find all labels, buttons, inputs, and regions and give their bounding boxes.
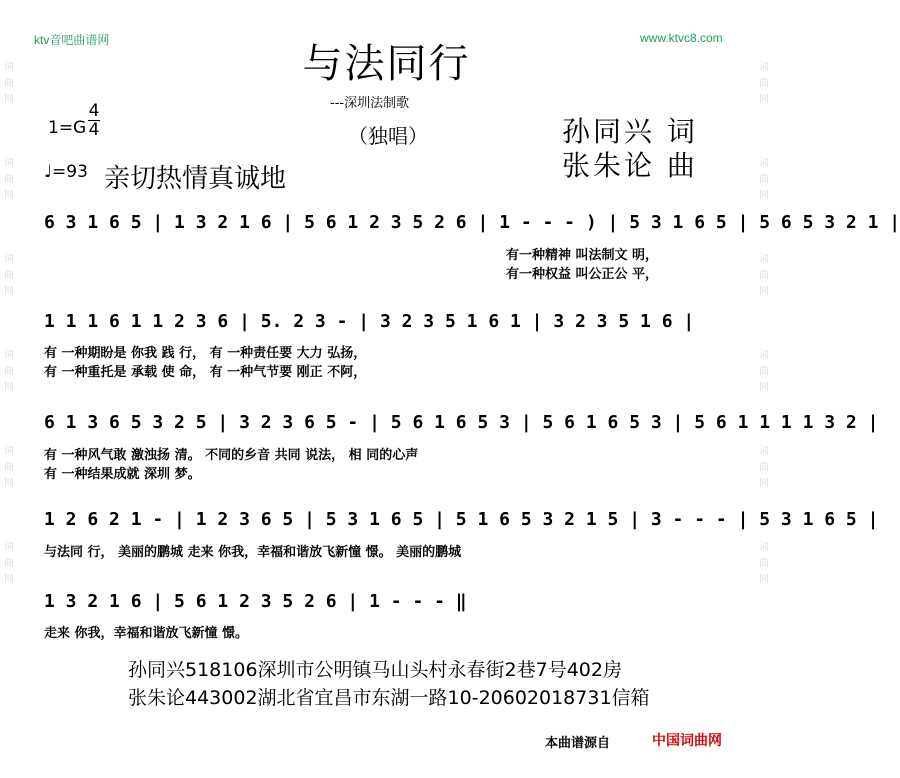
right-side-watermark: 词曲网 词曲网 词曲网 词曲网 词曲网 词曲网 <box>759 62 769 585</box>
score-row-4-lyric-1: 与法同 行， 美丽的鹏城 走来 你我，幸福和谐放飞新憧 憬。 美丽的鹏城 <box>44 545 462 560</box>
composer-credit: 张朱论 曲 <box>562 149 698 182</box>
score-row-1-lyric-2: 有一种权益 叫公正公 平， <box>506 267 659 282</box>
composer-address: 张朱论443002湖北省宜昌市东湖一路10-20602018731信箱 <box>128 687 650 709</box>
right-site-link[interactable]: www.ktvc8.com <box>640 31 723 45</box>
score-row-1-notes: 6 3 1 6 5 | 1 3 2 1 6 | 5 6 1 2 3 5 2 6 | 1 - - - ) | 5 3 1 6 5 | 5 6 5 3 2 1 | <box>44 212 900 233</box>
score-row-5-lyric-1: 走来 你我，幸福和谐放飞新憧 憬。 <box>44 626 249 641</box>
source-label: 本曲谱源自 <box>545 736 611 751</box>
performance-type: （独唱） <box>348 124 428 148</box>
meter-bottom: 4 <box>88 120 100 140</box>
score-row-2-lyric-1: 有 一种期盼是 你我 践 行， 有 一种责任要 大力 弘扬， <box>44 346 367 361</box>
song-title: 与法同行 <box>302 41 471 87</box>
score-row-5-notes: 1 3 2 1 6 | 5 6 1 2 3 5 2 6 | 1 - - - ‖ <box>44 591 467 612</box>
score-row-3-lyric-1: 有 一种风气敢 激浊扬 清。 不同的乡音 共同 说法， 相 同的心声 <box>44 448 419 463</box>
source-site-link[interactable]: 中国词曲网 <box>652 733 722 749</box>
score-row-2-lyric-2: 有 一种重托是 承载 使 命， 有 一种气节要 刚正 不阿， <box>44 365 367 380</box>
time-signature <box>88 103 100 138</box>
left-site-link[interactable]: ktv音吧曲谱网 <box>34 33 110 47</box>
expression-marking: 亲切热情真诚地 <box>104 164 287 194</box>
score-row-4-notes: 1 2 6 2 1 - | 1 2 3 6 5 | 5 3 1 6 5 | 5 1 6 5 3 2 1 5 | 3 - - - | 5 3 1 6 5 | <box>44 509 879 530</box>
score-row-3-lyric-2: 有 一种结果成就 深圳 梦。 <box>44 467 201 482</box>
lyricist-credit: 孙同兴 词 <box>562 115 698 148</box>
lyricist-address: 孙同兴518106深圳市公明镇马山头村永春街2巷7号402房 <box>128 659 622 681</box>
score-row-3-notes: 6 1 3 6 5 3 2 5 | 3 2 3 6 5 - | 5 6 1 6 5 3 | 5 6 1 6 5 3 | 5 6 1 1 1 1 3 2 | <box>44 412 879 433</box>
score-row-2-notes: 1 1 1 6 1 1 2 3 6 | 5. 2 3 - | 3 2 3 5 1 6 1 | 3 2 3 5 1 6 | <box>44 311 695 332</box>
meter-top: 4 <box>88 101 100 121</box>
left-side-watermark: 词曲网 词曲网 词曲网 词曲网 词曲网 词曲网 <box>4 62 14 585</box>
song-subtitle: ---深圳法制歌 <box>330 96 410 111</box>
tempo-marking: ♩=93 <box>44 162 88 182</box>
score-row-1-lyric-1: 有一种精神 叫法制文 明， <box>506 248 659 263</box>
key-signature: 1=G <box>48 118 87 138</box>
